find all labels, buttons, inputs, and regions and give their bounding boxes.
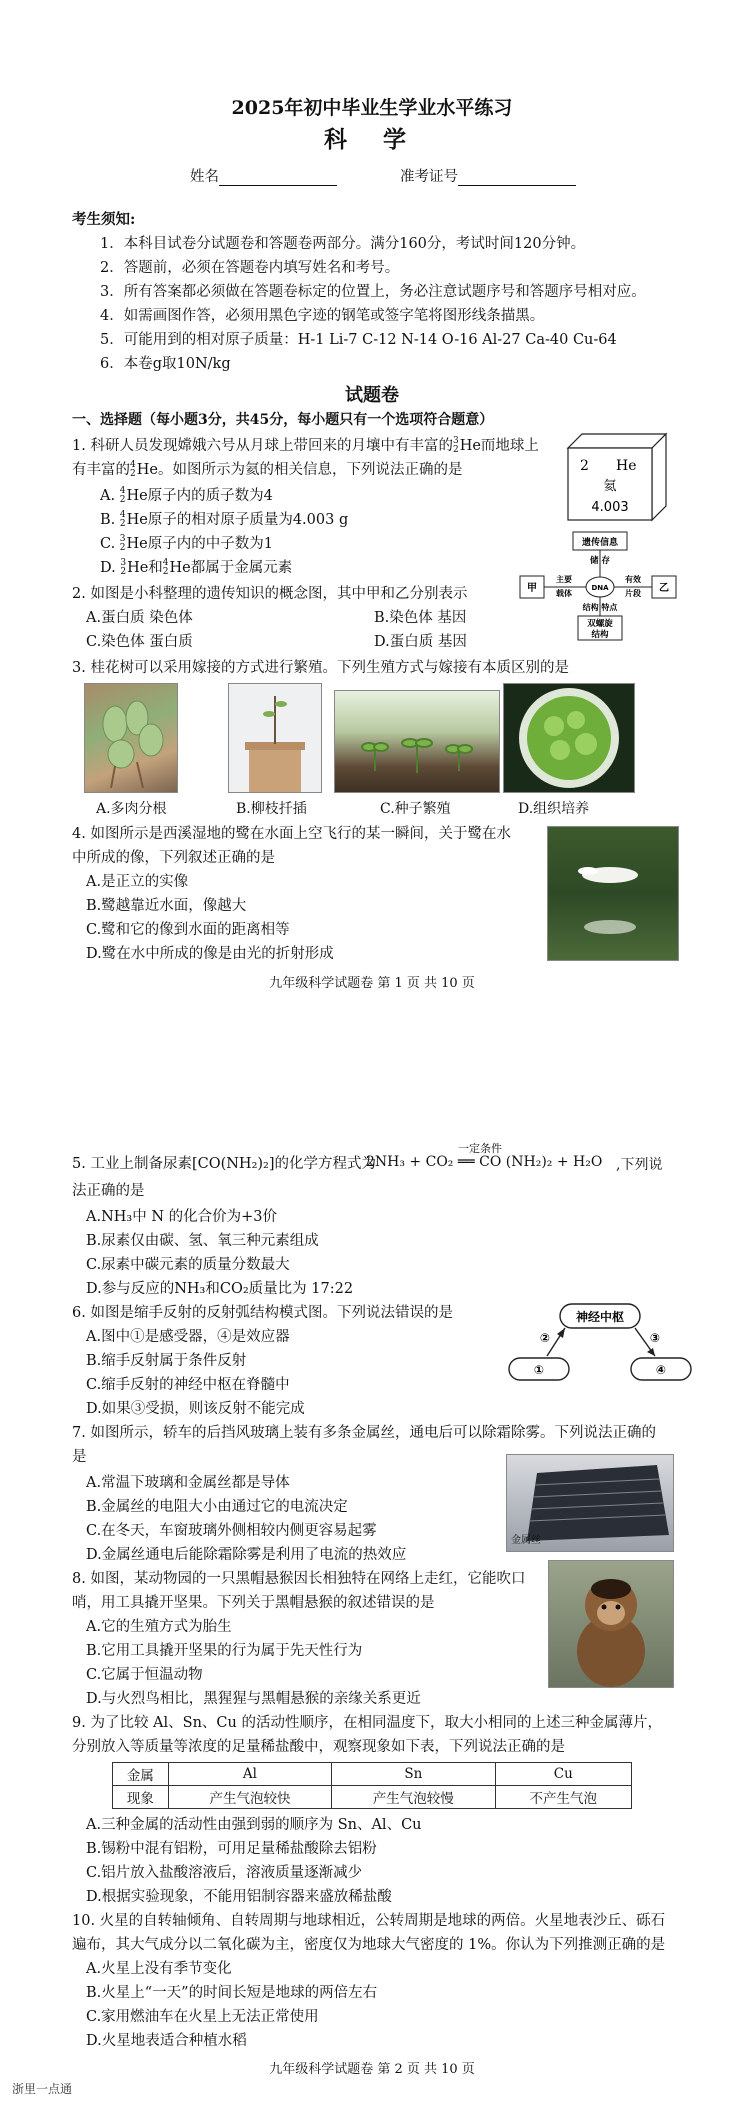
q5-equation-text: 2NH₃ + CO₂ ══ CO (NH₂)₂ + H₂O [366, 1154, 603, 1170]
succulent-photo [84, 683, 178, 793]
diagram-label-3: ③ [649, 1331, 661, 1345]
id-label: 准考证号 [400, 169, 458, 185]
q10-option-a: A.火星上没有季节变化 [86, 1961, 232, 1977]
notice-item: 2．答题前，必须在答题卷内填写姓名和考号。 [100, 260, 400, 276]
name-field [190, 165, 337, 186]
notice-item: 5．可能用到的相对原子质量：H-1 Li-7 C-12 N-14 O-16 Al-27 Ca-40 Cu-64 [100, 332, 617, 348]
q8-option-d: D.与火烈鸟相比，黑猩猩与黑帽悬猴的亲缘关系更近 [86, 1691, 421, 1707]
q4-option-b: B.鹭越靠近水面，像越大 [86, 898, 247, 914]
q5-stem-line2: 法正确的是 [72, 1183, 145, 1199]
section-heading: 一、选择题（每小题3分，共45分，每小题只有一个选项符合题意） [72, 412, 494, 428]
q1-option-d: D. 3 2He和4 2He都属于金属元素 [100, 558, 293, 577]
q3-stem: 3. 桂花树可以采用嫁接的方式进行繁殖。下列生殖方式与嫁接有本质区别的是 [72, 660, 569, 676]
diagram-structure: 结构 [591, 630, 609, 640]
diagram-effective: 有效 [625, 575, 641, 584]
metal-reaction-table [112, 1762, 632, 1809]
q10-option-b: B.火星上“一天”的时间长短是地球的两倍左右 [86, 1985, 378, 2001]
notice-item: 4．如需画图作答，必须用黑色字迹的钢笔或签字笔将图形线条描黑。 [100, 308, 545, 324]
reflex-arc-diagram [505, 1300, 695, 1384]
diagram-carrier: 载体 [556, 589, 572, 598]
q2-option-a: A.蛋白质 染色体 [86, 610, 193, 626]
diagram-main: 主要 [556, 575, 572, 584]
diagram-dna: DNA [591, 584, 609, 592]
q5-condition: 一定条件 [458, 1142, 502, 1155]
id-field [400, 165, 576, 186]
q1-stem-line1: 1. 科研人员发现嫦娥六号从月球上带回来的月壤中有丰富的3 2He而地球上 [72, 436, 539, 455]
diagram-yi: 乙 [659, 583, 669, 594]
willow-cutting-photo [228, 683, 322, 793]
notice-item: 3．所有答案都必须做在答题卷标定的位置上，务必注意试题序号和答题序号相对应。 [100, 284, 646, 300]
diagram-label-2: ② [539, 1331, 551, 1345]
metal-wire-label: 金属丝 [511, 1535, 541, 1546]
q7-option-d: D.金属丝通电后能除霜除雾是利用了电流的热效应 [86, 1547, 407, 1563]
table-cell: 产生气泡较慢 [332, 1786, 495, 1809]
table-row [113, 1786, 632, 1809]
q1-stem-line2: 有丰富的4 2He。如图所示为氦的相关信息，下列说法正确的是 [72, 460, 463, 479]
q7-stem-line2: 是 [72, 1449, 87, 1465]
q6-stem: 6. 如图是缩手反射的反射弧结构模式图。下列说法错误的是 [72, 1305, 453, 1321]
q5-option-d: D.参与反应的NH₃和CO₂质量比为 17:22 [86, 1281, 354, 1297]
exam-title: 2025年初中毕业生学业水平练习 [231, 97, 513, 119]
diagram-segment: 片段 [625, 589, 641, 598]
diagram-genetic-info: 遗传信息 [581, 538, 619, 548]
egret-photo [547, 826, 679, 961]
q10-stem-line2: 遍布，其大气成分以二氧化碳为主，密度仅为地球大气密度的 1%。你认为下列推测正确的是 [72, 1937, 666, 1953]
table-cell: 金属 [113, 1763, 169, 1786]
element-name: 氦 [603, 479, 617, 494]
q9-stem-line2: 分别放入等质量等浓度的足量稀盐酸中，观察现象如下表，下列说法正确的是 [72, 1739, 565, 1755]
table-cell: 现象 [113, 1786, 169, 1809]
q3-caption-a: A.多肉分根 [96, 801, 167, 817]
diagram-label-4: ④ [655, 1363, 667, 1377]
q1-option-c: C. 3 2He原子内的中子数为1 [100, 534, 273, 553]
q1-option-b: B. 4 2He原子的相对原子质量为4.003 g [100, 510, 349, 529]
capuchin-monkey-photo [548, 1560, 674, 1688]
notice-item: 1．本科目试卷分试题卷和答题卷两部分。满分160分，考试时间120分钟。 [100, 236, 586, 252]
q2-stem: 2. 如图是小科整理的遗传知识的概念图，其中甲和乙分别表示 [72, 586, 468, 602]
name-label: 姓名 [190, 169, 219, 185]
q8-option-c: C.它属于恒温动物 [86, 1667, 203, 1683]
q4-stem-line1: 4. 如图所示是西溪湿地的鹭在水面上空飞行的某一瞬间，关于鹭在水 [72, 826, 511, 842]
q2-option-c: C.染色体 蛋白质 [86, 634, 193, 650]
q7-option-a: A.常温下玻璃和金属丝都是导体 [86, 1475, 290, 1491]
diagram-store: 储 存 [590, 556, 610, 566]
q5-stem-tail: ,下列说 [616, 1157, 663, 1173]
element-symbol: He [616, 458, 637, 474]
seed-sprouts-photo [334, 690, 500, 793]
q9-stem-line1: 9. 为了比较 Al、Sn、Cu 的活动性顺序，在相同温度下，取大小相同的上述三种金属薄片， [72, 1715, 662, 1731]
q3-caption-d: D.组织培养 [518, 801, 590, 817]
watermark: 浙里一点通 [12, 2082, 73, 2096]
q4-option-a: A.是正立的实像 [86, 874, 189, 890]
q2-option-b: B.染色体 基因 [374, 610, 467, 626]
diagram-nerve-center: 神经中枢 [575, 1310, 625, 1324]
q7-stem-line1: 7. 如图所示，轿车的后挡风玻璃上装有多条金属丝，通电后可以除霜除雾。下列说法正确的 [72, 1425, 656, 1441]
element-cell-diagram [560, 430, 675, 525]
table-cell: 产生气泡较快 [168, 1786, 331, 1809]
notice-heading: 考生须知: [72, 211, 136, 228]
diagram-double-helix: 双螺旋 [587, 619, 613, 629]
q5-option-a: A.NH₃中 N 的化合价为+3价 [86, 1209, 278, 1225]
diagram-label-1: ① [533, 1363, 545, 1377]
q7-option-b: B.金属丝的电阻大小由通过它的电流决定 [86, 1499, 348, 1515]
diagram-jia: 甲 [527, 583, 537, 594]
q5-stem-line1: 5. 工业上制备尿素[CO(NH₂)₂]的化学方程式为 [72, 1156, 377, 1172]
table-cell: Al [168, 1763, 331, 1786]
q5-option-c: C.尿素中碳元素的质量分数最大 [86, 1257, 290, 1273]
element-number: 2 [580, 458, 589, 474]
q4-stem-line2: 中所成的像，下列叙述正确的是 [72, 850, 275, 866]
tissue-culture-photo [503, 683, 635, 793]
q4-option-c: C.鹭和它的像到水面的距离相等 [86, 922, 290, 938]
q1-option-a: A. 4 2He原子内的质子数为4 [100, 486, 273, 505]
subject-title: 科 学 [323, 126, 420, 153]
q9-option-a: A.三种金属的活动性由强到弱的顺序为 Sn、Al、Cu [86, 1817, 422, 1833]
q6-option-a: A.图中①是感受器，④是效应器 [86, 1329, 290, 1345]
page-footer-2: 九年级科学试题卷 第 2 页 共 10 页 [269, 2062, 475, 2077]
q8-stem-line1: 8. 如图，某动物园的一只黑帽悬猴因长相独特在网络上走红，它能吹口 [72, 1571, 526, 1587]
table-cell: Cu [495, 1763, 632, 1786]
q3-caption-c: C.种子繁殖 [380, 801, 451, 817]
car-rear-window-photo [506, 1454, 674, 1552]
q5-option-b: B.尿素仅由碳、氢、氧三种元素组成 [86, 1233, 319, 1249]
q10-option-d: D.火星地表适合种植水稻 [86, 2033, 247, 2049]
q9-option-c: C.铝片放入盐酸溶液后，溶液质量逐渐减少 [86, 1865, 363, 1881]
diagram-structure-feature: 结构 特点 [582, 603, 618, 612]
genetics-concept-diagram [518, 530, 678, 642]
q8-option-b: B.它用工具撬开坚果的行为属于先天性行为 [86, 1643, 363, 1659]
page-footer-1: 九年级科学试题卷 第 1 页 共 10 页 [269, 976, 475, 991]
table-cell: 不产生气泡 [495, 1786, 632, 1809]
q10-option-c: C.家用燃油车在火星上无法正常使用 [86, 2009, 319, 2025]
q6-option-b: B.缩手反射属于条件反射 [86, 1353, 247, 1369]
q6-option-c: C.缩手反射的神经中枢在脊髓中 [86, 1377, 290, 1393]
table-cell: Sn [332, 1763, 495, 1786]
q6-option-d: D.如果③受损，则该反射不能完成 [86, 1401, 305, 1417]
q4-option-d: D.鹭在水中所成的像是由光的折射形成 [86, 946, 334, 962]
table-row [113, 1763, 632, 1786]
q8-stem-line2: 哨，用工具撬开坚果。下列关于黑帽悬猴的叙述错误的是 [72, 1595, 435, 1611]
q10-stem-line1: 10. 火星的自转轴倾角、自转周期与地球相近，公转周期是地球的两倍。火星地表沙丘、砾石 [72, 1913, 666, 1929]
notice-item: 6．本卷g取10N/kg [100, 356, 231, 372]
q8-option-a: A.它的生殖方式为胎生 [86, 1619, 232, 1635]
q7-option-c: C.在冬天，车窗玻璃外侧相较内侧更容易起雾 [86, 1523, 377, 1539]
q9-option-b: B.锡粉中混有铝粉，可用足量稀盐酸除去铝粉 [86, 1841, 377, 1857]
q3-caption-b: B.柳枝扦插 [236, 801, 307, 817]
q9-option-d: D.根据实验现象，不能用铝制容器来盛放稀盐酸 [86, 1889, 392, 1905]
q2-option-d: D.蛋白质 基因 [374, 634, 467, 650]
paper-title: 试题卷 [345, 385, 399, 406]
element-mass: 4.003 [591, 500, 629, 515]
